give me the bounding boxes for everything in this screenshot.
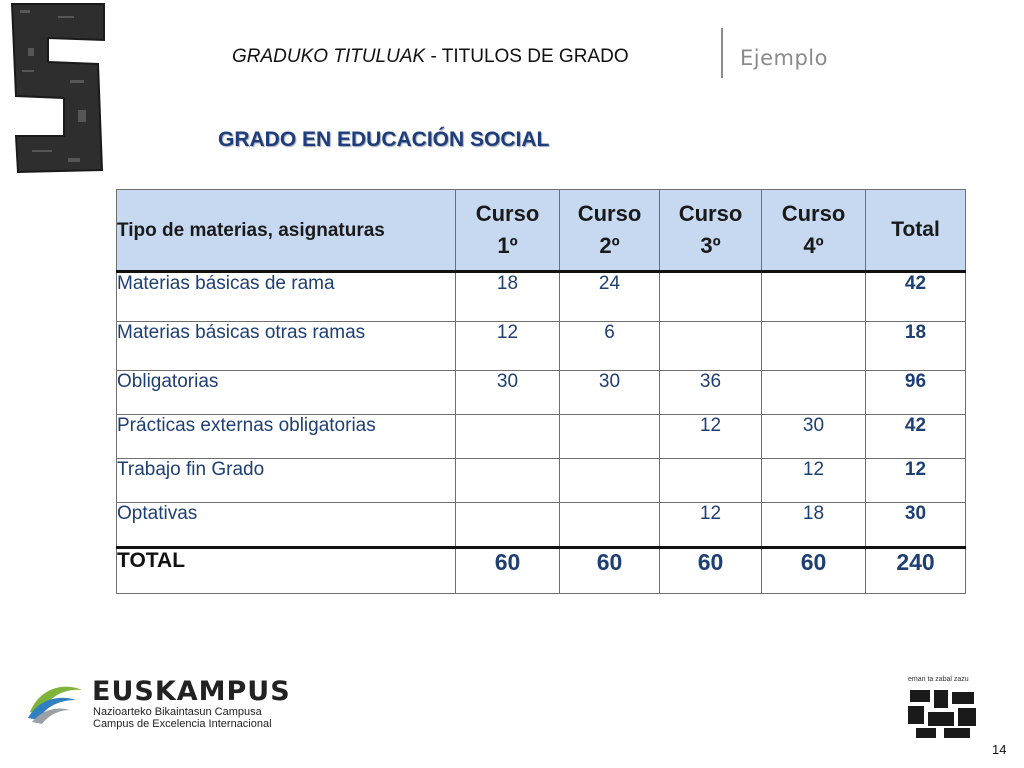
- row-label: Optativas: [117, 503, 456, 548]
- total-row-label: TOTAL: [117, 548, 456, 594]
- course-word: Curso: [577, 201, 642, 226]
- row-value-course-4: 12: [762, 459, 866, 503]
- table-row: [117, 415, 966, 459]
- course-number: 2º: [599, 233, 620, 258]
- table-row: [117, 503, 966, 548]
- row-total: 30: [866, 503, 966, 548]
- course-word: Curso: [475, 201, 540, 226]
- table-row: [117, 322, 966, 371]
- row-value-course-1: [456, 503, 560, 548]
- table-row: [117, 459, 966, 503]
- grand-total: 240: [866, 548, 966, 594]
- row-total: 42: [866, 415, 966, 459]
- row-value-course-3: [660, 272, 762, 322]
- big-number-graphic: [8, 0, 108, 175]
- euskampus-line1: Nazioarteko Bikaintasun Campusa: [93, 706, 262, 718]
- row-value-course-1: 30: [456, 371, 560, 415]
- row-value-course-2: [560, 503, 660, 548]
- upv-motto: eman ta zabal zazu: [908, 676, 969, 683]
- course-number: 4º: [803, 233, 824, 258]
- euskampus-logo: [26, 672, 316, 732]
- total-course-2: 60: [560, 548, 660, 594]
- row-value-course-3: [660, 322, 762, 371]
- total-course-4: 60: [762, 548, 866, 594]
- row-total: 42: [866, 272, 966, 322]
- header-course-1: [456, 190, 560, 272]
- row-value-course-4: [762, 371, 866, 415]
- euskampus-name: EUSKAMPUS: [92, 676, 291, 707]
- row-value-course-2: 6: [560, 322, 660, 371]
- euskampus-swoosh-icon: [26, 678, 86, 724]
- table-row: [117, 272, 966, 322]
- page-number: 14: [992, 742, 1007, 757]
- course-word: Curso: [781, 201, 846, 226]
- row-label: Materias básicas otras ramas: [117, 322, 456, 371]
- row-total: 96: [866, 371, 966, 415]
- course-number: 3º: [700, 233, 721, 258]
- subjects-table: [116, 189, 966, 594]
- header-title-rest: - TITULOS DE GRADO: [425, 46, 629, 67]
- euskampus-line2: Campus de Excelencia Internacional: [93, 718, 272, 730]
- row-value-course-1: [456, 415, 560, 459]
- row-label: Materias básicas de rama: [117, 272, 456, 322]
- row-value-course-1: [456, 459, 560, 503]
- row-value-course-3: [660, 459, 762, 503]
- row-value-course-3: 12: [660, 415, 762, 459]
- row-value-course-3: 12: [660, 503, 762, 548]
- header-label: Ejemplo: [740, 46, 828, 70]
- upv-ehu-logo-icon: [906, 688, 980, 740]
- total-course-3: 60: [660, 548, 762, 594]
- row-total: 12: [866, 459, 966, 503]
- row-value-course-2: [560, 459, 660, 503]
- table-total-row: [117, 548, 966, 594]
- header-course-4: [762, 190, 866, 272]
- row-label: Trabajo fin Grado: [117, 459, 456, 503]
- row-value-course-2: [560, 415, 660, 459]
- total-course-1: 60: [456, 548, 560, 594]
- row-value-course-4: 30: [762, 415, 866, 459]
- row-value-course-4: [762, 272, 866, 322]
- row-value-course-1: 18: [456, 272, 560, 322]
- table-row: [117, 371, 966, 415]
- course-number: 1º: [497, 233, 518, 258]
- row-value-course-2: 30: [560, 371, 660, 415]
- row-value-course-4: 18: [762, 503, 866, 548]
- header-label-cell: Tipo de materias, asignaturas: [117, 190, 456, 272]
- row-total: 18: [866, 322, 966, 371]
- row-value-course-3: 36: [660, 371, 762, 415]
- course-word: Curso: [678, 201, 743, 226]
- row-value-course-4: [762, 322, 866, 371]
- row-label: Prácticas externas obligatorias: [117, 415, 456, 459]
- section-title: GRADO EN EDUCACIÓN SOCIAL: [218, 128, 550, 151]
- row-label: Obligatorias: [117, 371, 456, 415]
- table-header-row: [117, 190, 966, 272]
- page-header-title: [232, 46, 629, 68]
- row-value-course-1: 12: [456, 322, 560, 371]
- header-course-3: [660, 190, 762, 272]
- header-divider: [721, 28, 723, 78]
- header-total: Total: [866, 190, 966, 272]
- header-title-italic: GRADUKO TITULUAK: [232, 46, 426, 67]
- row-value-course-2: 24: [560, 272, 660, 322]
- header-course-2: [560, 190, 660, 272]
